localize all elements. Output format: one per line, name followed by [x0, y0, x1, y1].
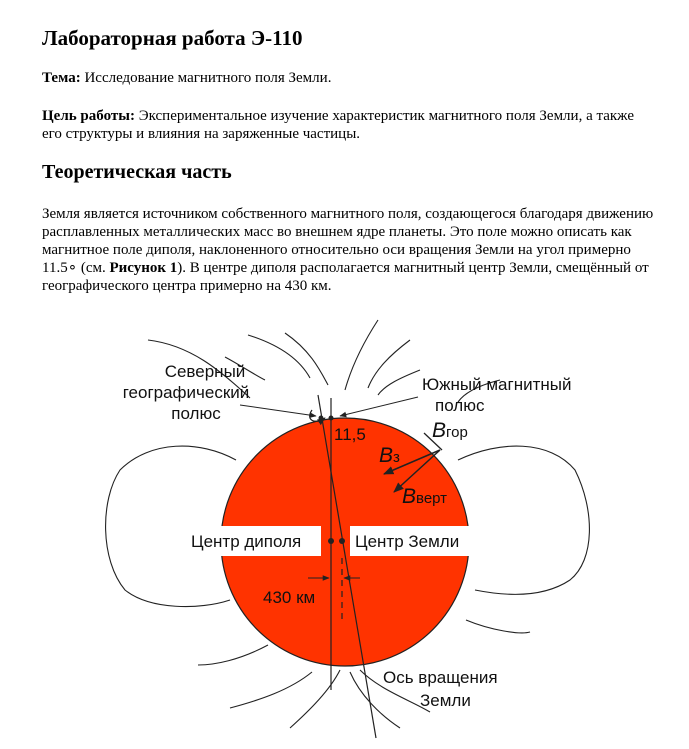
north-geo-pole-label-2: географический	[122, 383, 250, 402]
section-title: Теоретическая часть	[42, 161, 232, 183]
earth-center-label: Центр Земли	[355, 532, 460, 551]
b-hor-label: Bгор	[432, 419, 468, 442]
dipole-center-dot	[328, 538, 334, 544]
north-geo-pole-label-3: полюс	[171, 404, 221, 423]
figure-reference: Рисунок 1	[109, 260, 178, 276]
south-mag-pole-label-2: полюс	[435, 396, 485, 415]
goal-label: Цель работы:	[42, 108, 135, 124]
goal-text: Экспериментальное изучение характеристик магнитного поля Земли, а также его структуры и влияния на заряженные частицы.	[42, 108, 634, 142]
b-vert-label: Bверт	[402, 485, 448, 508]
offset-label: 430 км	[263, 588, 316, 607]
topic-text: Исследование магнитного поля Земли.	[80, 70, 332, 86]
north-geo-pole-label-1: Северный	[164, 362, 246, 381]
paragraph-text: Земля является источником собственного магнитного поля, создающегося благодаря движению расплавленных металлических масс во внешнем ядре планеты. Это поле можно описать как магнитное поле диполя, наклоненного относительно оси вращения Земли на угол примерно 11.5∘ (см.	[42, 206, 654, 276]
angle-label: 11,5	[334, 425, 366, 444]
paragraph-text-end: ). В центре диполя располагается магнитный центр Земли, смещённый от географического центра примерно на 430 км.	[42, 260, 649, 294]
document-title: Лабораторная работа Э-110	[42, 26, 303, 50]
earth-center-dot	[339, 538, 345, 544]
topic-label: Тема:	[42, 70, 81, 86]
rotation-axis-label-1: Ось вращения	[383, 668, 498, 687]
b-z-label: Bз	[379, 444, 400, 467]
rotation-axis-label-2: Земли	[420, 691, 471, 710]
south-mag-pole-label-1: Южный магнитный	[422, 375, 572, 394]
dipole-center-label: Центр диполя	[191, 532, 302, 551]
